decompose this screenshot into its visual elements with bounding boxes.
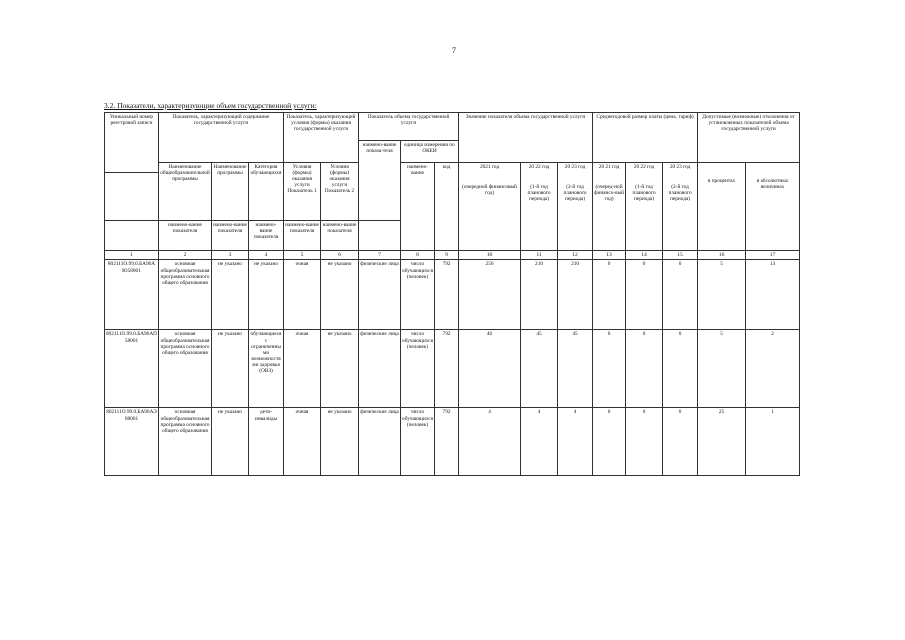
pct-cell: 5 bbox=[698, 330, 746, 408]
table-row bbox=[105, 330, 800, 408]
fee-2022-header bbox=[626, 163, 663, 251]
abs-cell: 13 bbox=[746, 260, 800, 330]
column-number-row bbox=[105, 251, 800, 260]
column-number: 4 bbox=[249, 251, 284, 260]
category-cell: обучающиеся с ограниченными возможностями здоровья (ОВЗ) bbox=[249, 330, 284, 408]
code-cell: 792 bbox=[435, 260, 459, 330]
registry-cell: 802111О.99.0.БА96АЮ58001 bbox=[105, 260, 159, 330]
indicator-cell: физические лица bbox=[359, 260, 401, 330]
f2023-cell: 0 bbox=[663, 330, 698, 408]
registry-cell: 802111О.99.0.БА96АЭ08001 bbox=[105, 408, 159, 476]
unit-code-header: код bbox=[435, 163, 459, 251]
absolute-label: в абсолютных величинах bbox=[756, 178, 789, 191]
code-cell: 792 bbox=[435, 408, 459, 476]
column-number: 10 bbox=[459, 251, 521, 260]
plan2-label: (2-й год планового периода) bbox=[563, 184, 587, 203]
column-number: 15 bbox=[663, 251, 698, 260]
column-number: 16 bbox=[698, 251, 746, 260]
indicator-cell: физические лица bbox=[359, 330, 401, 408]
form-cell: очная bbox=[284, 330, 321, 408]
fee-plan2-label: (2-й год планового периода) bbox=[668, 184, 692, 203]
unit-name-cell: число обучающихся (человек) bbox=[401, 260, 435, 330]
plan1-label: (1-й год планового периода) bbox=[527, 184, 551, 203]
column-number: 6 bbox=[321, 251, 359, 260]
unit-name-cell: число обучающихся (человек) bbox=[401, 330, 435, 408]
column-number: 14 bbox=[626, 251, 663, 260]
registry-spacer bbox=[105, 173, 159, 221]
column-number: 8 bbox=[401, 251, 435, 260]
fee-2023-header bbox=[663, 163, 698, 251]
volume-value-header: Значение показателя объема государственной услуги bbox=[459, 113, 593, 163]
name-cell: не указано bbox=[212, 260, 249, 330]
cond2-cell: не указано bbox=[321, 408, 359, 476]
name-cell: не указано bbox=[212, 330, 249, 408]
program-cell: основная общеобразовательная программа основного общего образования bbox=[159, 330, 212, 408]
indicator-label-4: наимено-вание показателя bbox=[284, 221, 321, 251]
v2023-cell: 45 bbox=[558, 330, 593, 408]
page-number: 7 bbox=[452, 46, 456, 55]
fee-2022-label: 20 22 год bbox=[633, 164, 655, 170]
deviation-header: Допустимые (возможные) отклонения от установленных показателей объема государственной услуги bbox=[698, 113, 800, 163]
code-cell: 792 bbox=[435, 330, 459, 408]
column-number: 7 bbox=[359, 251, 401, 260]
header-row-3 bbox=[105, 163, 800, 173]
indicator-label-3: наимено-вание показателя bbox=[249, 221, 284, 251]
indicator-label-1: наимено-вание показателя bbox=[159, 221, 212, 251]
pct-cell: 25 bbox=[698, 408, 746, 476]
f2022-cell: 0 bbox=[626, 330, 663, 408]
f2023-cell: 0 bbox=[663, 408, 698, 476]
abs-cell: 1 bbox=[746, 408, 800, 476]
column-number: 3 bbox=[212, 251, 249, 260]
year-2023-label: 20 23 год bbox=[564, 164, 586, 170]
f2022-cell: 0 bbox=[626, 260, 663, 330]
year-2023-header bbox=[558, 163, 593, 251]
f2021-cell: 0 bbox=[593, 330, 626, 408]
pct-cell: 5 bbox=[698, 260, 746, 330]
table-row bbox=[105, 260, 800, 330]
v2022-cell: 4 bbox=[521, 408, 558, 476]
column-number: 17 bbox=[746, 251, 800, 260]
registry-spacer-2 bbox=[105, 221, 159, 251]
table-row bbox=[105, 408, 800, 476]
v2021-cell: 4 bbox=[459, 408, 521, 476]
sub-category-header: Категория обучающихся bbox=[249, 163, 284, 221]
f2021-cell: 0 bbox=[593, 408, 626, 476]
sub-program-header: Наименование общеобразовательной программы bbox=[159, 163, 212, 221]
v2023-cell: 210 bbox=[558, 260, 593, 330]
abs-cell: 2 bbox=[746, 330, 800, 408]
percent-header bbox=[698, 163, 746, 251]
f2023-cell: 0 bbox=[663, 260, 698, 330]
v2022-cell: 45 bbox=[521, 330, 558, 408]
volume-table bbox=[104, 112, 800, 476]
column-number: 5 bbox=[284, 251, 321, 260]
column-number: 9 bbox=[435, 251, 459, 260]
cond2-cell: не указано bbox=[321, 260, 359, 330]
volume-header: Показатель объема государственной услуги bbox=[359, 113, 459, 141]
v2021-cell: 46 bbox=[459, 330, 521, 408]
year-2021-header bbox=[459, 163, 521, 251]
v2023-cell: 4 bbox=[558, 408, 593, 476]
year-2022-label: 20 22 год bbox=[528, 164, 550, 170]
name-cell: не указано bbox=[212, 408, 249, 476]
fee-2023-label: 20 23 год bbox=[669, 164, 691, 170]
column-number: 1 bbox=[105, 251, 159, 260]
unit-name-header: наимено-вание bbox=[401, 163, 435, 251]
category-cell: дети-инвалиды bbox=[249, 408, 284, 476]
sub-cond2-header: Условия (формы) оказания услуги Показатель 2 bbox=[321, 163, 359, 221]
column-number: 13 bbox=[593, 251, 626, 260]
year-2021-label: 2021 год bbox=[479, 164, 500, 170]
cond2-cell: не указано bbox=[321, 330, 359, 408]
indicator-label-5: наимено-вание показателя bbox=[321, 221, 359, 251]
percent-label: в процентах bbox=[707, 178, 736, 184]
f2022-cell: 0 bbox=[626, 408, 663, 476]
column-number: 11 bbox=[521, 251, 558, 260]
indicator-cell: физические лица bbox=[359, 408, 401, 476]
unit-name-cell: число обучающихся (человек) bbox=[401, 408, 435, 476]
registry-cell: 802111О.99.0.БА96АП58001 bbox=[105, 330, 159, 408]
fee-2021-header bbox=[593, 163, 626, 251]
header-row-1 bbox=[105, 113, 800, 141]
fee-2021-label: 20 21 год bbox=[598, 164, 620, 170]
program-cell: основная общеобразовательная программа основного общего образования bbox=[159, 260, 212, 330]
sub-cond1-header: Условия (формы) оказания услуги Показатель 1 bbox=[284, 163, 321, 221]
column-number: 12 bbox=[558, 251, 593, 260]
current-year-label: (очередной финансовый год) bbox=[462, 184, 517, 197]
unit-header: единица измерения по ОКЕИ bbox=[401, 141, 459, 163]
conditions-header: Показатель, характеризующий условия (формы) оказания государственной услуги bbox=[284, 113, 359, 163]
indicator-label-2: наимено-вание показателя bbox=[212, 221, 249, 251]
column-number: 2 bbox=[159, 251, 212, 260]
f2021-cell: 0 bbox=[593, 260, 626, 330]
year-2022-header bbox=[521, 163, 558, 251]
category-cell: не указано bbox=[249, 260, 284, 330]
form-cell: очная bbox=[284, 260, 321, 330]
indicator-name-header: наимено-вание показа-теля bbox=[359, 141, 401, 221]
form-cell: очная bbox=[284, 408, 321, 476]
section-title: 3.2. Показатели, характеризующие объем государственной услуги: bbox=[104, 101, 317, 110]
sub-name-header: Наименование программы bbox=[212, 163, 249, 221]
content-header: Показатель, характеризующий содержание государственной услуги bbox=[159, 113, 284, 163]
registry-header: Уникальный номер реестровой записи bbox=[105, 113, 159, 173]
v2022-cell: 210 bbox=[521, 260, 558, 330]
fee-current-label: (очеред-ной финансо-вый год) bbox=[594, 184, 625, 203]
absolute-header bbox=[746, 163, 800, 251]
program-cell: основная общеобразовательная программа основного общего образования bbox=[159, 408, 212, 476]
fee-header: Среднегодовой размер платы (цена, тариф) bbox=[593, 113, 698, 163]
v2021-cell: 256 bbox=[459, 260, 521, 330]
fee-plan1-label: (1-й год планового периода) bbox=[632, 184, 656, 203]
